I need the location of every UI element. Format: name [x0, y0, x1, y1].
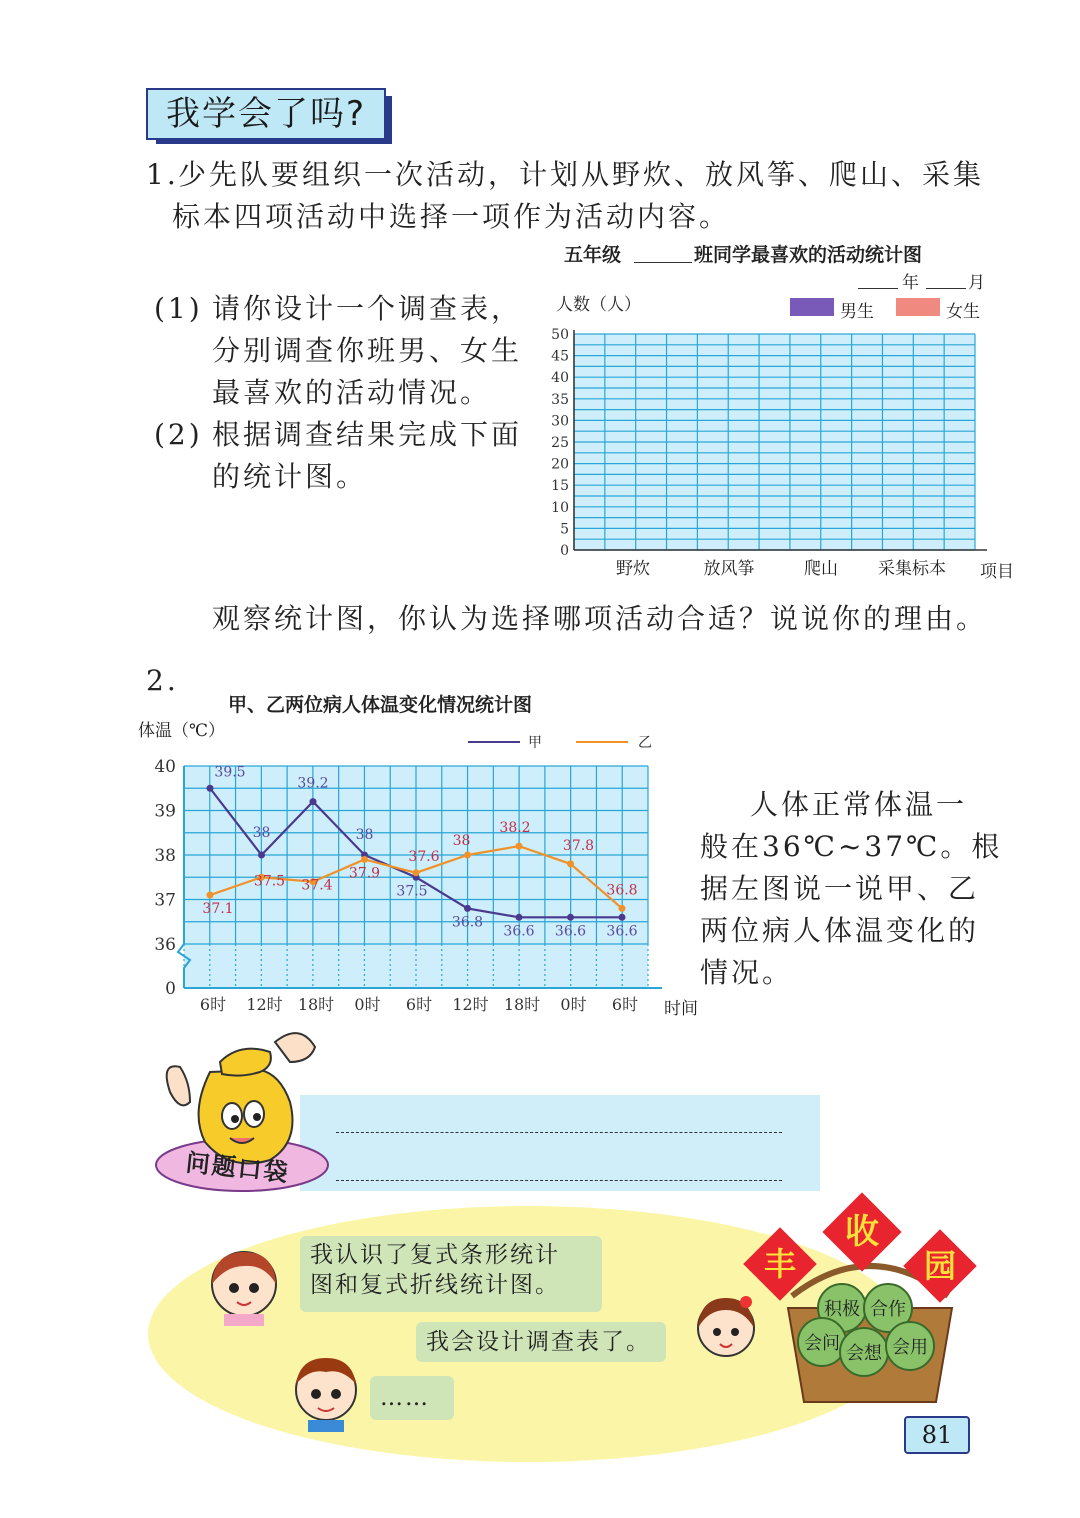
harvest-apple-label: 会想 [846, 1343, 882, 1364]
chart1-ytick-label: 5 [560, 521, 569, 538]
chart2-xtick-label: 0时 [560, 995, 587, 1014]
pocket-answer-area[interactable] [300, 1095, 820, 1191]
legend-yi-line [576, 741, 628, 743]
chart2-data-label: 36.8 [606, 882, 638, 899]
chart1-title-part1: 五年级 [564, 244, 622, 266]
chart2-data-label: 36.6 [503, 923, 535, 940]
chart2-ytick-label: 40 [154, 757, 176, 777]
chart2-point-jia [619, 914, 626, 921]
legend-boys-label: 男生 [840, 302, 874, 322]
chart2-point-yi [567, 860, 574, 867]
chart1-year: 年 [902, 273, 919, 293]
q1-number: 1. [146, 158, 179, 191]
q2-para-l2: 般在36℃~37℃。根 [700, 830, 1003, 863]
chart1-ylabel: 人数（人） [556, 295, 641, 315]
pocket-label: 问题口袋 [184, 1148, 291, 1188]
harvest-apple-label: 积极 [824, 1299, 860, 1320]
legend-yi-label: 乙 [638, 735, 652, 751]
chart2-point-jia [207, 785, 214, 792]
chart2-xtick-label: 6时 [199, 995, 227, 1014]
harvest-apple-label: 会问 [804, 1333, 840, 1354]
chart2-point-jia [464, 905, 471, 912]
chart2-point-jia [258, 852, 265, 859]
chart1-ytick-label: 25 [551, 435, 569, 451]
girl-avatar-icon [204, 1244, 284, 1326]
chart2-data-label: 39.2 [297, 775, 329, 792]
q2-para-l5: 情况。 [700, 956, 794, 989]
q1-sub2-line2: 的统计图。 [212, 460, 368, 493]
chart1-ytick-label: 30 [551, 413, 569, 430]
harvest-char-3: 园 [923, 1247, 956, 1285]
chart2-point-yi [619, 905, 626, 912]
chart2-data-label: 38 [252, 825, 271, 841]
chart1-category-label: 野炊 [616, 559, 650, 579]
harvest-apples [798, 1284, 934, 1376]
chart1-ytick-label: 20 [551, 456, 569, 473]
chart1-year-blank [858, 288, 898, 289]
chart2-data-label: 37.9 [348, 865, 381, 882]
chart1-ytick-label: 40 [551, 370, 569, 387]
chart2-ylabel: 体温（℃） [138, 721, 226, 741]
chart2-xtick-label: 12时 [246, 995, 283, 1014]
q2-para-l4: 两位病人体温变化的 [700, 914, 980, 947]
chart2-data-label: 36.6 [606, 923, 638, 940]
chart2-data-label: 38 [355, 827, 374, 843]
pocket-answer-line-1[interactable] [336, 1132, 782, 1133]
legend-boys-swatch [790, 298, 834, 316]
chart2-point-yi [413, 869, 420, 876]
q2-para-l1: 人体正常体温一 [750, 788, 968, 821]
chart1-ytick-label: 45 [551, 348, 569, 365]
q1-line1: 少先队要组织一次活动，计划从野炊、放风筝、爬山、采集 [178, 158, 985, 191]
chart2-data-label: 36.6 [554, 923, 587, 940]
chart2-data-label: 37.1 [202, 901, 234, 918]
chart2-xtick-label: 18时 [503, 995, 541, 1014]
chart1-month: 月 [968, 273, 985, 293]
chart2-point-yi [516, 843, 523, 850]
chart2-data-label: 37.5 [396, 883, 428, 900]
chart1-month-blank [926, 288, 966, 289]
chart1-ytick-label: 50 [551, 327, 569, 343]
q1-sub1-number: (1) [154, 292, 203, 325]
review-bubble-1-line2: 图和复式折线统计图。 [310, 1272, 560, 1298]
chart2-data-label: 36.8 [451, 914, 484, 931]
chart1-category-label: 放风筝 [703, 559, 755, 579]
chart2-ytick-label: 37 [154, 890, 176, 911]
chart1-grid [574, 330, 987, 550]
chart1-title-part2: 班同学最喜欢的活动统计图 [694, 244, 923, 266]
review-bubble-1 [300, 1236, 602, 1312]
chart1-svg [540, 320, 1010, 590]
chart2-data-label: 39.5 [214, 764, 246, 781]
chart2-ytick-label: 36 [154, 935, 176, 955]
chart2-data-label: 37.5 [253, 873, 286, 890]
chart2-point-jia [310, 798, 317, 805]
legend-girls-label: 女生 [946, 302, 980, 322]
chart2-grid [178, 766, 662, 988]
chart2-ytick-label: 39 [154, 801, 176, 822]
harvest-char-2: 收 [845, 1212, 879, 1252]
chart2-xtick-label: 0时 [354, 995, 381, 1014]
chart1-xlabel: 项目 [980, 562, 1014, 582]
q1-sub2-line1: 根据调查结果完成下面 [212, 418, 523, 451]
chart1-title-blank [634, 262, 692, 263]
chart2-xtick-label: 6时 [405, 995, 433, 1014]
q1-sub1-line1: 请你设计一个调查表， [212, 292, 523, 325]
chart1-ytick-label: 15 [551, 478, 569, 495]
chart1-category-label: 采集标本 [878, 559, 946, 579]
review-bubble-2: 我会设计调查表了。 [416, 1322, 666, 1362]
chart2-point-jia [516, 914, 523, 921]
review-bubble-1-line1: 我认识了复式条形统计 [310, 1242, 560, 1268]
chart2-ytick-label: 0 [165, 979, 176, 999]
chart2-data-label: 37.8 [562, 837, 595, 854]
legend-jia-line [468, 741, 520, 743]
chart2-point-jia [567, 914, 574, 921]
chart2-point-yi [207, 892, 214, 899]
q2-number: 2. [146, 664, 179, 697]
chart1-ytick-label: 10 [551, 499, 569, 516]
chart2-ytick-label: 38 [154, 846, 176, 866]
chart2-xtick-label: 6时 [611, 995, 639, 1014]
chart1-ytick-label: 0 [560, 543, 569, 559]
chart2-data-label: 37.6 [408, 848, 440, 865]
harvest-apple-label: 合作 [870, 1299, 906, 1320]
harvest-char-1: 丰 [763, 1245, 796, 1283]
review-bubble-3: …… [370, 1376, 454, 1420]
chart2-point-yi [464, 852, 471, 859]
q1-sub2-number: (2) [154, 418, 203, 451]
pocket-answer-line-2[interactable] [336, 1180, 782, 1181]
q1-sub1-line3: 最喜欢的活动情况。 [212, 376, 492, 409]
q1-sub1-line2: 分别调查你班男、女生 [212, 334, 523, 367]
chart1-category-label: 爬山 [804, 559, 838, 579]
chart2-data-label: 38 [452, 833, 471, 849]
page-number: 81 [904, 1416, 970, 1454]
chart2-xtick-label: 12时 [452, 995, 489, 1014]
chart2-xlabel: 时间 [664, 999, 698, 1019]
chart2-svg [140, 752, 730, 1024]
q2-para-l3: 据左图说一说甲、乙 [700, 872, 980, 905]
chart1-ytick-label: 35 [551, 391, 569, 408]
section-title: 我学会了吗? [146, 88, 386, 140]
chart2-data-label: 38.2 [499, 820, 531, 837]
q1-observe: 观察统计图，你认为选择哪项活动合适？说说你的理由。 [212, 602, 988, 635]
legend-girls-swatch [896, 298, 940, 316]
legend-jia-label: 甲 [528, 735, 542, 751]
harvest-apple-label: 会用 [892, 1337, 928, 1358]
boy-avatar-icon [286, 1350, 366, 1432]
q1-line2: 标本四项活动中选择一项作为活动内容。 [172, 200, 731, 233]
chart2-data-label: 37.4 [301, 877, 333, 894]
chart2-title: 甲、乙两位病人体温变化情况统计图 [228, 694, 533, 716]
chart2-point-yi [361, 856, 368, 863]
chart2-xtick-label: 18时 [297, 995, 335, 1014]
